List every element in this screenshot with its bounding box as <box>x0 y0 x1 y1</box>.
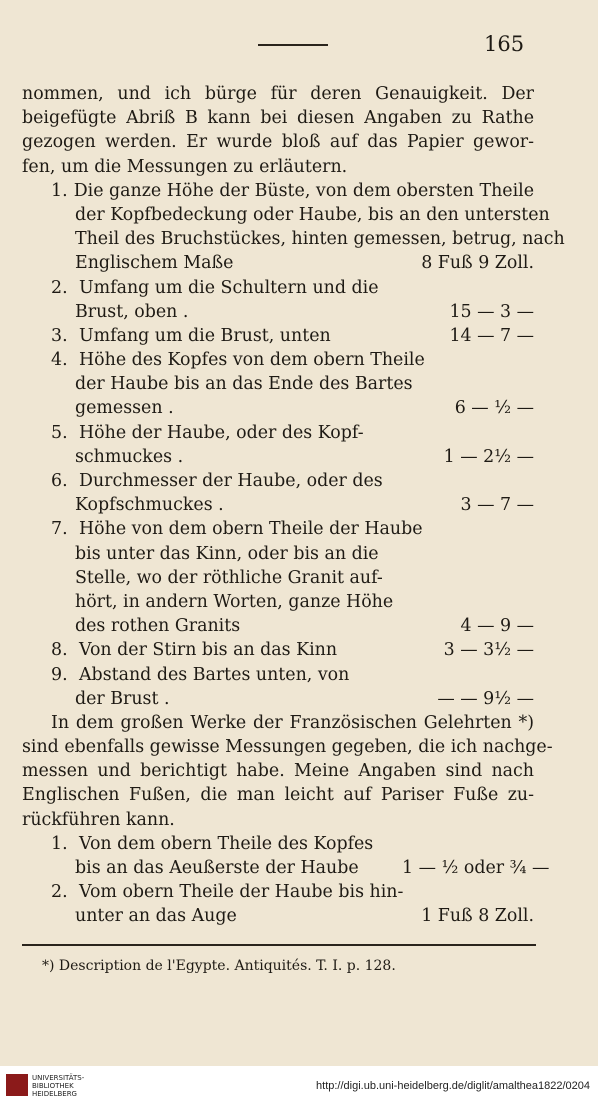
measurement-value: 3 — 3½ — <box>443 640 534 661</box>
item-number: 8. <box>51 640 68 661</box>
measurement-value: — — 9½ — <box>437 688 534 709</box>
footnote-rule <box>22 944 536 946</box>
list-item-first-line: 9. Abstand des Bartes unten, von <box>22 663 534 687</box>
list-item-first-line: 1. Von dem obern Theile des Kopfes <box>22 832 534 856</box>
list-item-value-line: gemessen . 6 — ½ — <box>22 396 534 420</box>
list-item-first-line: 5. Höhe der Haube, oder des Kopf- <box>22 421 534 445</box>
library-logo-text: UNIVERSITÄTS- BIBLIOTHEK HEIDELBERG <box>32 1074 85 1098</box>
item-number: 2. <box>51 277 68 298</box>
list-item-first-line: 6. Durchmesser der Haube, oder des <box>22 469 534 493</box>
text-line: rückführen kann. <box>22 809 175 830</box>
list-item-first-line: 2. Umfang um die Schultern und die <box>22 276 534 300</box>
text-line: fen, um die Messungen zu erläutern. <box>22 156 348 177</box>
list-item-first-line: 2. Vom obern Theile der Haube bis hin- <box>22 880 534 904</box>
list-item-value-line: Brust, oben . 15 — 3 — <box>22 300 534 324</box>
list-item-first-line: 4. Höhe des Kopfes von dem obern Theile <box>22 348 534 372</box>
item-number: 6. <box>51 471 68 491</box>
text-line: messen und berichtigt habe. Meine Angaben sind nach <box>22 761 534 782</box>
text-line: Englischen Fußen, die man leicht auf Pariser Fuße zu- <box>22 785 534 806</box>
list-item-value-line: Englischem Maße 8 Fuß 9 Zoll. <box>22 251 534 275</box>
library-logo-icon <box>6 1074 28 1096</box>
list-item-value-line: bis an das Aeußerste der Haube 1 — ½ oder ¾ — <box>22 856 534 880</box>
item-number: 1. <box>51 833 68 854</box>
measurement-value: 14 — 7 — <box>449 325 534 346</box>
item-number: 9. <box>51 664 68 685</box>
text-line: beigefügte Abriß B kann bei diesen Angaben zu Rathe <box>22 108 534 129</box>
list-item-value-line: des rothen Granits 4 — 9 — <box>22 614 534 638</box>
list-item-line: der Kopfbedeckung oder Haube, bis an den untersten <box>75 204 550 225</box>
measurement-value: 4 — 9 — <box>460 616 534 637</box>
item-number: 4. <box>51 350 68 371</box>
text-line: nommen, und ich bürge für deren Genauigkeit. Der <box>22 84 534 104</box>
list-item-line: bis unter das Kinn, oder bis an die <box>75 543 379 564</box>
measurement-value: 1 Fuß 8 Zoll. <box>421 906 534 927</box>
list-item-value-line: schmuckes . 1 — 2½ — <box>22 445 534 469</box>
item-number: 2. <box>51 882 68 903</box>
list-item-line: Stelle, wo der röthliche Granit auf- <box>75 567 383 588</box>
source-url-link[interactable]: http://digi.ub.uni-heidelberg.de/diglit/amalthea1822/0204 <box>316 1080 590 1092</box>
measurement-value: 1 — 2½ — <box>443 446 534 467</box>
measurement-value: 8 Fuß 9 Zoll. <box>421 253 534 274</box>
text-line: In dem großen Werke der Französischen Gelehrten *) <box>51 712 534 733</box>
item-number: 1. <box>51 180 68 201</box>
footnote: *) Description de l'Egypte. Antiquités. T. I. p. 128. <box>42 958 396 974</box>
item-number: 7. <box>51 519 68 540</box>
list-item-line: hört, in andern Worten, ganze Höhe <box>75 591 394 612</box>
list-item-line: Theil des Bruchstückes, hinten gemessen, betrug, nach <box>75 229 565 250</box>
list-item-value-line: 8. Von der Stirn bis an das Kinn 3 — 3½ — <box>22 638 534 662</box>
page-text <box>22 82 565 929</box>
item-number: 5. <box>51 422 68 443</box>
list-item-value-line: der Brust . — — 9½ — <box>22 687 534 711</box>
header-rule <box>258 44 328 46</box>
list-item-value-line: unter an das Auge 1 Fuß 8 Zoll. <box>22 904 534 928</box>
measurement-value: 15 — 3 — <box>449 301 534 322</box>
list-item-first-line: 7. Höhe von dem obern Theile der Haube <box>22 517 534 541</box>
list-item-line: der Haube bis an das Ende des Bartes <box>75 374 413 395</box>
list-item-value-line: 3. Umfang um die Brust, unten 14 — 7 — <box>22 324 534 348</box>
list-item-value-line: Kopfschmuckes . 3 — 7 — <box>22 493 534 517</box>
list-item-first-line: 1. Die ganze Höhe der Büste, von dem obersten Theile <box>22 179 534 203</box>
item-number: 3. <box>51 325 68 346</box>
text-line: gezogen werden. Er wurde bloß auf das Papier gewor- <box>22 132 534 153</box>
measurement-value: 1 — ½ oder ¾ — <box>402 858 550 878</box>
page-number: 165 <box>484 32 525 56</box>
measurement-value: 6 — ½ — <box>454 398 534 419</box>
text-line: sind ebenfalls gewisse Messungen gegeben, die ich nachge- <box>22 737 553 758</box>
measurement-value: 3 — 7 — <box>460 495 534 516</box>
